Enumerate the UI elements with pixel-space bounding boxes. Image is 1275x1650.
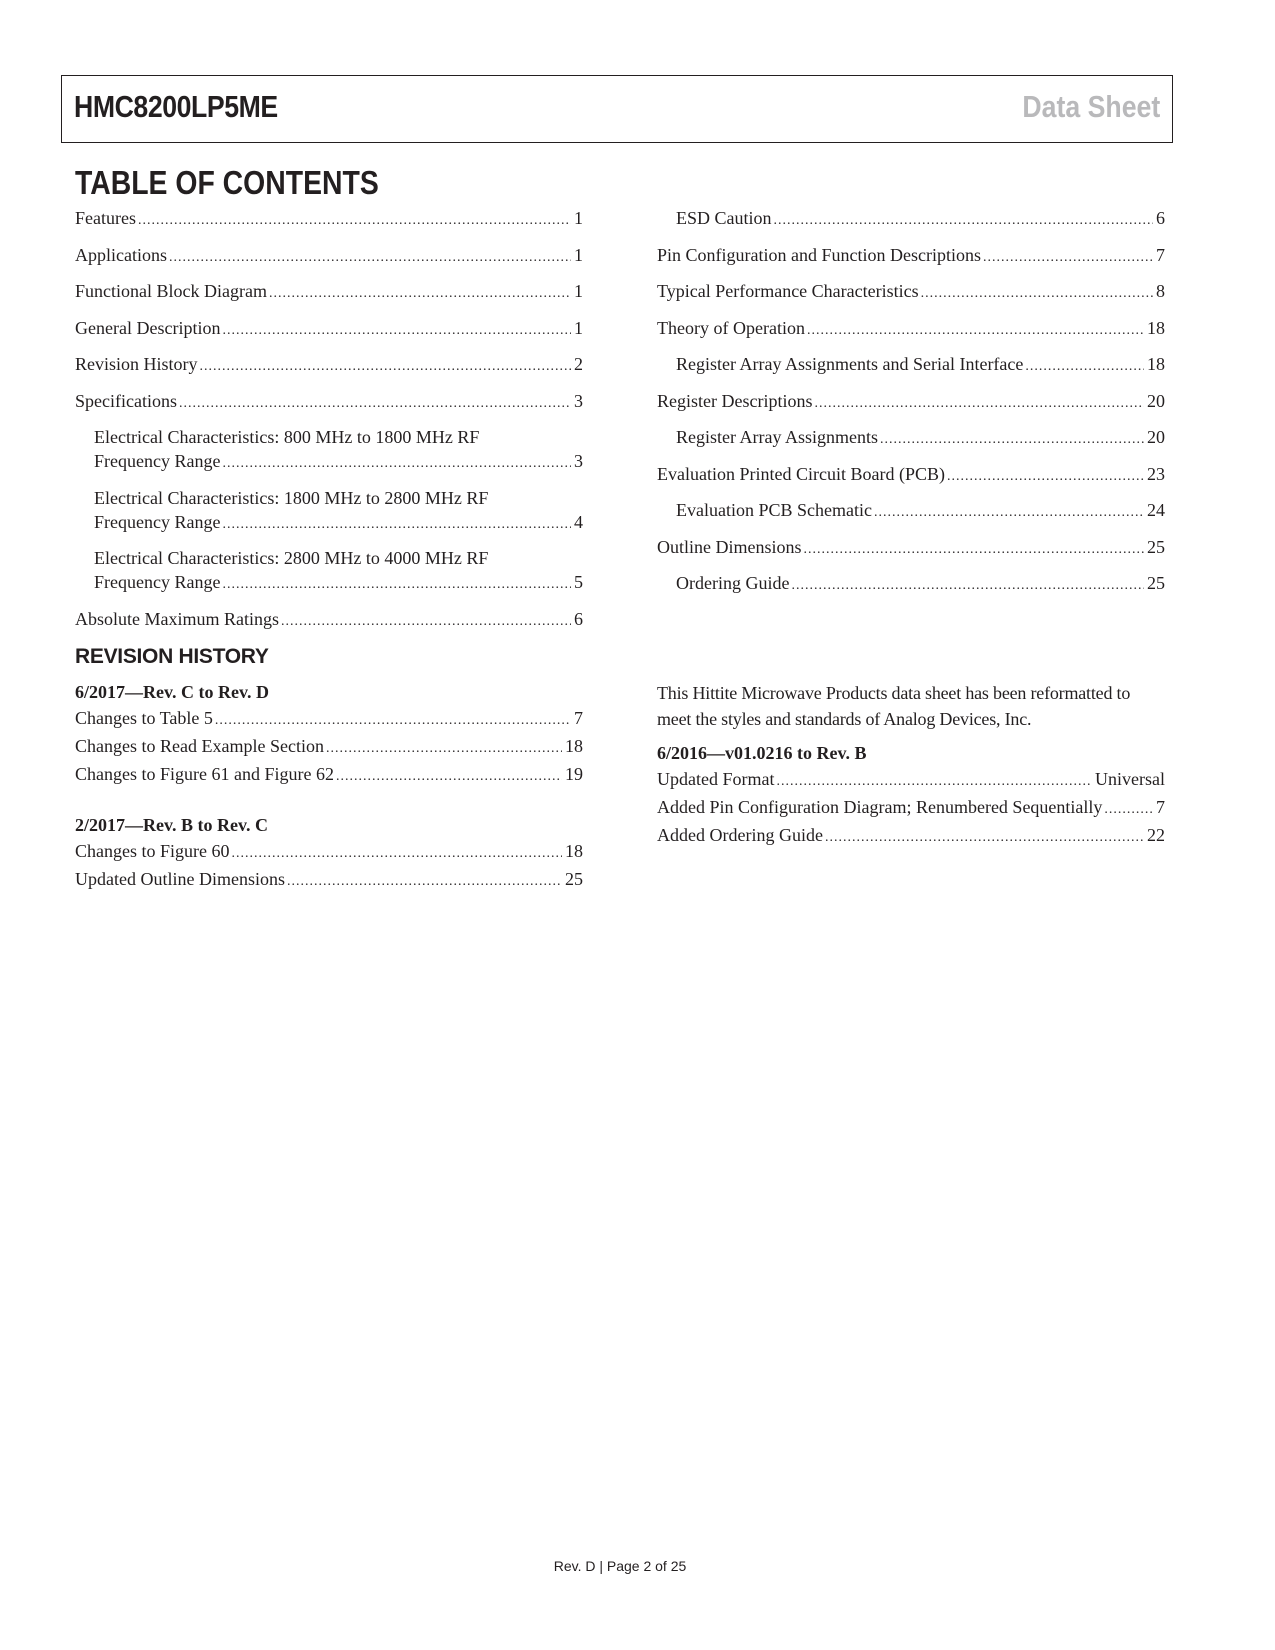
revision-history-right [657, 680, 1165, 874]
rev-b-item[interactable]: Added Pin Configuration Diagram; Renumbered Sequentially ..... 7 [657, 795, 1165, 822]
reformat-note: This Hittite Microwave Products data sheet has been reformatted to meet the styles and standards of Analog Devices, Inc. [657, 683, 1131, 729]
rev-d-item[interactable]: Changes to Read Example Section ..... 18 [75, 734, 583, 761]
document-type: Data Sheet [1022, 89, 1160, 124]
rev-d-heading: 6/2017—Rev. C to Rev. D [75, 682, 269, 702]
rev-c-item[interactable]: Updated Outline Dimensions ..... 25 [75, 867, 583, 894]
toc-entry-register-array-assignments[interactable]: Register Array Assignments ..... 20 [657, 425, 1165, 452]
rev-d-item[interactable]: Changes to Table 5 ..... 7 [75, 706, 583, 733]
rev-b-item[interactable]: Updated Format ..... Universal [657, 767, 1165, 794]
toc-entry-elec-char-2800-4000[interactable]: Electrical Characteristics: 2800 MHz to 4000 MHz RF Frequency Range ..... 5 [75, 546, 583, 597]
toc-entry-pin-configuration[interactable]: Pin Configuration and Function Descriptions ..... 7 [657, 243, 1165, 270]
toc-entry-elec-char-800-1800[interactable]: Electrical Characteristics: 800 MHz to 1800 MHz RF Frequency Range ..... 3 [75, 425, 583, 476]
toc-entry-evaluation-pcb[interactable]: Evaluation Printed Circuit Board (PCB) ..... 23 [657, 462, 1165, 489]
revision-history-left [75, 680, 583, 918]
rev-c-group [75, 813, 583, 894]
toc-entry-ordering-guide[interactable]: Ordering Guide ..... 25 [657, 571, 1165, 598]
toc-entry-absolute-maximum-ratings[interactable]: Absolute Maximum Ratings ..... 6 [75, 607, 583, 634]
toc-entry-typical-performance[interactable]: Typical Performance Characteristics ..... 8 [657, 279, 1165, 306]
rev-b-item[interactable]: Added Ordering Guide ..... 22 [657, 823, 1165, 850]
toc-entry-theory-of-operation[interactable]: Theory of Operation ..... 18 [657, 316, 1165, 343]
part-number: HMC8200LP5ME [74, 89, 278, 124]
toc-entry-applications[interactable]: Applications ..... 1 [75, 243, 583, 270]
toc-right-column [657, 206, 1165, 608]
revision-history-title: REVISION HISTORY [75, 645, 269, 668]
rev-c-heading: 2/2017—Rev. B to Rev. C [75, 815, 268, 835]
toc-entry-general-description[interactable]: General Description ..... 1 [75, 316, 583, 343]
toc-entry-register-array-serial[interactable]: Register Array Assignments and Serial Interface ..... 18 [657, 352, 1165, 379]
page-header [61, 75, 1173, 143]
toc-entry-specifications[interactable]: Specifications ..... 3 [75, 389, 583, 416]
toc-entry-revision-history[interactable]: Revision History ..... 2 [75, 352, 583, 379]
toc-title: TABLE OF CONTENTS [75, 164, 379, 201]
toc-entry-register-descriptions[interactable]: Register Descriptions ..... 20 [657, 389, 1165, 416]
toc-entry-outline-dimensions[interactable]: Outline Dimensions ..... 25 [657, 535, 1165, 562]
toc-entry-evaluation-pcb-schematic[interactable]: Evaluation PCB Schematic ..... 24 [657, 498, 1165, 525]
toc-left-column [75, 206, 583, 643]
rev-b-heading: 6/2016—v01.0216 to Rev. B [657, 743, 867, 763]
rev-d-item[interactable]: Changes to Figure 61 and Figure 62 ..... 19 [75, 762, 583, 789]
toc-entry-functional-block-diagram[interactable]: Functional Block Diagram ..... 1 [75, 279, 583, 306]
toc-entry-elec-char-1800-2800[interactable]: Electrical Characteristics: 1800 MHz to 2800 MHz RF Frequency Range ..... 4 [75, 486, 583, 537]
toc-entry-features[interactable]: Features ..... 1 [75, 206, 583, 233]
toc-entry-esd-caution[interactable]: ESD Caution ..... 6 [657, 206, 1165, 233]
rev-c-item[interactable]: Changes to Figure 60 ..... 18 [75, 839, 583, 866]
rev-b-group [657, 741, 1165, 850]
page-footer: Rev. D | Page 2 of 25 [553, 1558, 687, 1574]
rev-d-group [75, 680, 583, 789]
